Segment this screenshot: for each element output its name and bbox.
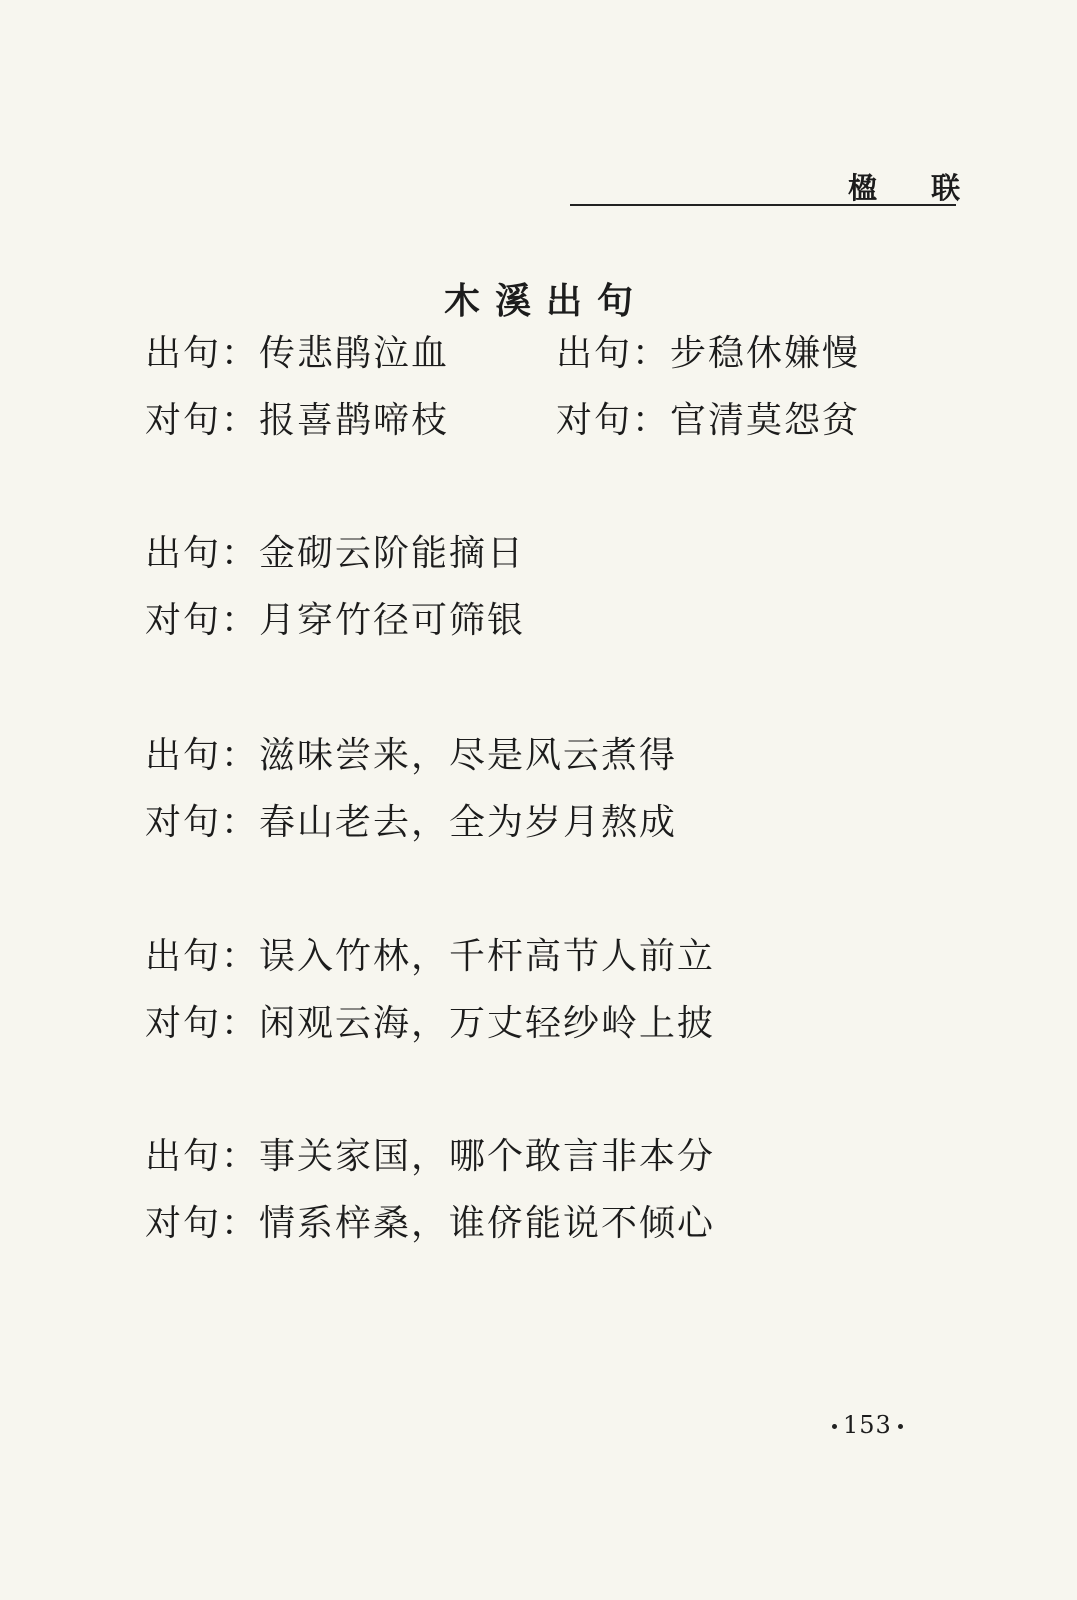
couplet-6-dui-line: 对句：情系梓桑，谁侪能说不倾心: [145, 1203, 716, 1244]
page-number: [826, 1411, 909, 1439]
couplet-1-chu-line: 出句：传悲鹃泣血: [145, 333, 450, 374]
couplet-2-dui-line: 对句：官清莫怨贫: [556, 400, 861, 441]
couplet-4-chu-line: 出句：滋味尝来，尽是风云煮得: [145, 735, 678, 776]
couplet-2-chu-line: 出句：步稳休嫌慢: [556, 333, 861, 374]
couplet-6-chu-line: 出句：事关家国，哪个敢言非本分: [145, 1136, 716, 1177]
header-rule: [570, 204, 956, 206]
page-title: 木溪出句: [443, 281, 648, 322]
couplet-5-dui-line: 对句：闲观云海，万丈轻纱岭上披: [145, 1003, 716, 1044]
couplet-3-chu-line: 出句：金砌云阶能摘日: [145, 533, 526, 574]
couplet-1-dui-line: 对句：报喜鹊啼枝: [145, 400, 450, 441]
couplet-5-chu-line: 出句：误入竹林，千杆高节人前立: [145, 936, 716, 977]
couplet-4-dui-line: 对句：春山老去，全为岁月熬成: [145, 802, 678, 843]
couplet-3-dui-line: 对句：月穿竹径可筛银: [145, 600, 526, 641]
bullet-dot-right: [898, 1424, 903, 1429]
page-number-text: 153: [843, 1411, 892, 1439]
running-head: 楹 联: [848, 171, 983, 205]
bullet-dot-left: [832, 1424, 837, 1429]
